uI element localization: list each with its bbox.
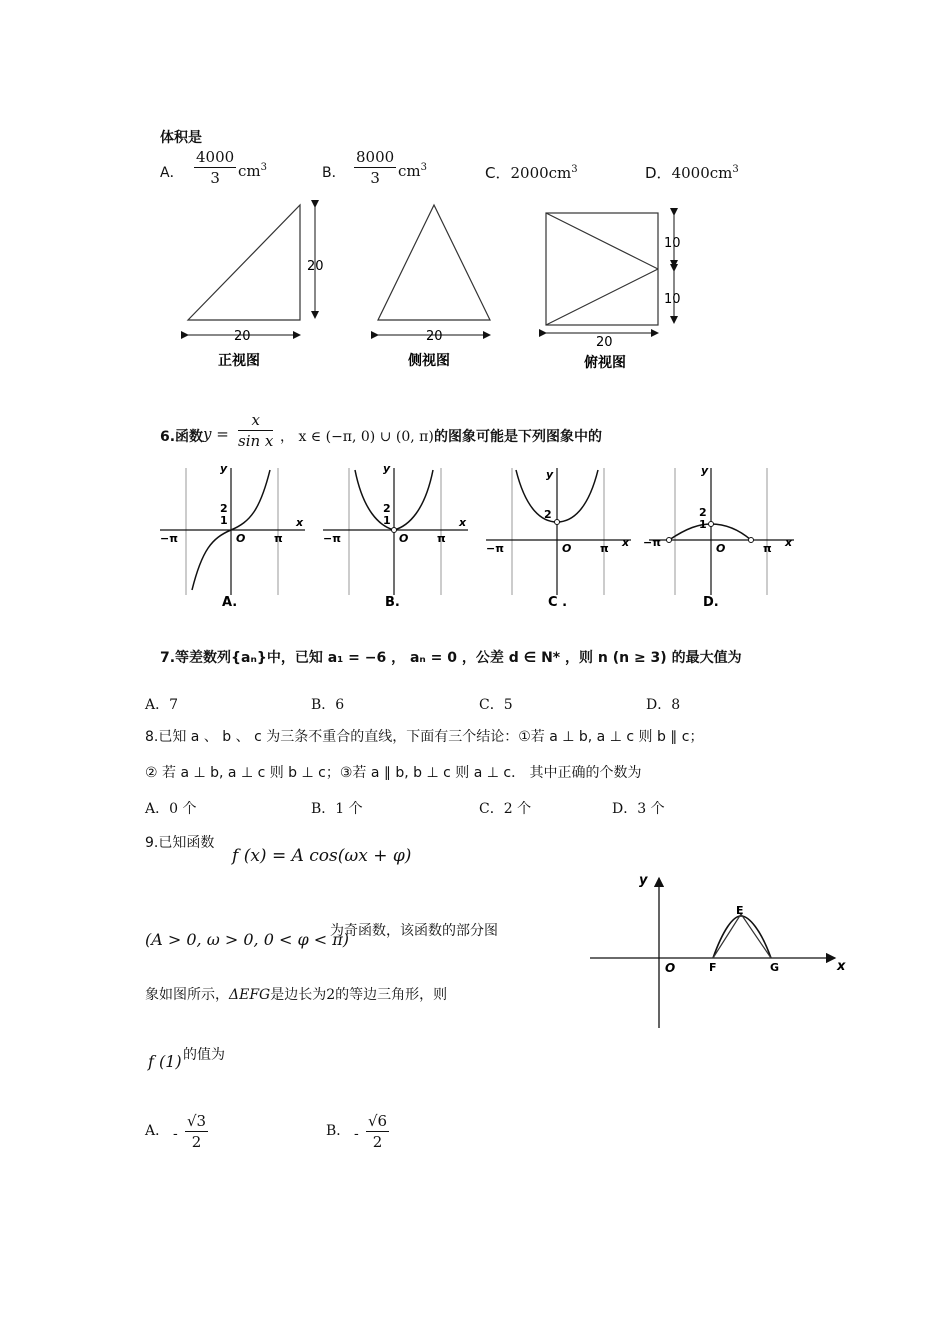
q5-three-views-figure: [170, 195, 690, 380]
q9-ask-tail: 的值为: [183, 1047, 225, 1063]
q8-line-2: ② 若 a ⊥ b, a ⊥ c 则 b ⊥ c；③若 a ∥ b, b ⊥ c 则 a ⊥ c． 其中正确的个数为: [145, 765, 642, 781]
q7-option-b: B．6: [311, 697, 345, 713]
side-view: [378, 205, 490, 369]
graph-b-x: x: [459, 516, 467, 529]
q9-option-a-letter: A．: [145, 1123, 170, 1139]
q5-option-a-unit: $cm^3$: [238, 162, 267, 180]
graph-a: [160, 462, 305, 610]
q7-option-c: C．5: [479, 697, 513, 713]
q9-graph-e: E: [736, 904, 744, 917]
graph-b-origin: O: [399, 532, 409, 545]
q8-option-d: D．3 个: [612, 801, 665, 817]
top-lower-label: 10: [664, 292, 681, 307]
side-width-label: 20: [426, 329, 443, 344]
q9-option-a-fraction: $\frac{√3}{2}$: [187, 1112, 207, 1151]
q8-line-1: 8.已知 a 、 b 、 c 为三条不重合的直线，下面有三个结论：①若 a ⊥ b, a ⊥ c 则 b ∥ c；: [145, 729, 704, 745]
q5-option-b-numerator: 8000: [356, 148, 395, 166]
q6-domain: ， x ∈ (−π, 0) ∪ (0, π): [280, 429, 434, 445]
graph-d: [643, 464, 794, 610]
q9-option-a-sign: -: [173, 1126, 178, 1142]
graph-d-pi: π: [763, 542, 772, 555]
graph-b-pi: π: [437, 532, 446, 545]
q9-graph-g: G: [770, 961, 780, 974]
top-upper-label: 10: [664, 236, 681, 251]
graph-a-tick-1: 1: [220, 514, 228, 527]
q5-option-b-unit: $cm^3$: [398, 162, 427, 180]
q6-tail: 的图象可能是下列图象中的: [434, 429, 602, 445]
graph-c-y: y: [546, 468, 554, 481]
q5-option-a-letter: A．: [160, 165, 184, 181]
q5-stem-tail: 体积是: [160, 130, 202, 146]
top-view: [546, 213, 681, 371]
front-view: [188, 205, 324, 369]
graph-a-origin: O: [236, 532, 246, 545]
graph-c-x: x: [622, 536, 630, 549]
top-view-label: 俯视图: [584, 355, 626, 371]
q9-graph-x: x: [837, 959, 846, 974]
graph-a-pi: π: [274, 532, 283, 545]
graph-a-label: A.: [222, 595, 238, 610]
side-view-label: 侧视图: [408, 353, 450, 369]
graph-a-tick-2: 2: [220, 502, 228, 515]
graph-b-label: B.: [385, 595, 400, 610]
q5-option-c: C．$2000cm^3$: [485, 164, 578, 182]
graph-b-tick-2: 2: [383, 502, 391, 515]
q9-graph-origin: O: [665, 961, 676, 975]
top-width-label: 20: [596, 335, 613, 350]
graph-d-x: x: [785, 536, 793, 549]
q7-stem: 7.等差数列{aₙ}中，已知 a₁ = −6 ， aₙ = 0 ，公差 d ∈ N* ，则 n (n ≥ 3) 的最大值为: [160, 650, 742, 666]
q5-option-b-denominator: 3: [370, 169, 380, 187]
graph-c-label: C .: [548, 595, 568, 610]
graph-c: [486, 468, 631, 610]
graph-c-pi: π: [600, 542, 609, 555]
q7-option-a: A．7: [145, 697, 179, 713]
q5-option-a-fraction: [194, 150, 236, 186]
q9-line-3: 象如图所示，ΔEFG是边长为2的等边三角形，则: [145, 987, 448, 1003]
q9-graph-f: F: [709, 961, 717, 974]
graph-b-y: y: [383, 462, 391, 475]
front-height-label: 20: [307, 259, 324, 274]
q9-option-b-letter: B．: [326, 1123, 351, 1139]
q5-option-b-fraction: [354, 150, 396, 186]
q8-option-b: B．1 个: [311, 801, 363, 817]
graph-b: [323, 462, 468, 610]
q9-option-b-fraction: $\frac{√6}{2}$: [368, 1112, 388, 1151]
q9-option-b-sign: -: [354, 1126, 359, 1142]
graph-c-tick-2: 2: [544, 508, 552, 521]
q6-graph-options: [150, 460, 810, 620]
graph-b-tick-1: 1: [383, 514, 391, 527]
q5-option-a-numerator: 4000: [196, 148, 235, 166]
front-view-label: 正视图: [218, 353, 260, 369]
q9-intro: 9.已知函数: [145, 835, 215, 851]
q6-func-fraction: $\frac{x}{\text{sin x}}$: [238, 411, 274, 450]
q7-option-d: D．8: [646, 697, 681, 713]
graph-d-y: y: [701, 464, 709, 477]
q5-option-d: D．$4000cm^3$: [645, 164, 739, 182]
graph-a-y: y: [220, 462, 228, 475]
graph-c-neg-pi: −π: [486, 542, 504, 555]
q8-option-c: C．2 个: [479, 801, 532, 817]
q9-ask-f: f (1): [148, 1052, 182, 1071]
q9-condition: (A > 0, ω > 0, 0 < φ < π): [145, 930, 349, 949]
q9-function-graph: [585, 868, 855, 1033]
graph-d-origin: O: [716, 542, 726, 555]
q6-prefix: 6.函数: [160, 429, 204, 445]
front-width-label: 20: [234, 329, 251, 344]
graph-b-neg-pi: −π: [323, 532, 341, 545]
graph-c-origin: O: [562, 542, 572, 555]
q5-option-a-denominator: 3: [210, 169, 220, 187]
q9-graph-y: y: [639, 873, 648, 888]
q6-func-lhs: y =: [203, 425, 229, 443]
graph-d-tick-2: 2: [699, 506, 707, 519]
q5-option-b-letter: B．: [322, 165, 346, 181]
graph-a-neg-pi: −π: [160, 532, 178, 545]
q8-option-a: A．0 个: [145, 801, 197, 817]
graph-d-label: D.: [703, 595, 719, 610]
graph-d-neg-pi: −π: [643, 536, 661, 549]
q9-condition-tail: 为奇函数，该函数的部分图: [330, 923, 498, 939]
q9-formula: f (x) = A cos(ωx + φ): [232, 846, 412, 866]
graph-a-x: x: [296, 516, 304, 529]
graph-d-tick-1: 1: [699, 518, 707, 531]
